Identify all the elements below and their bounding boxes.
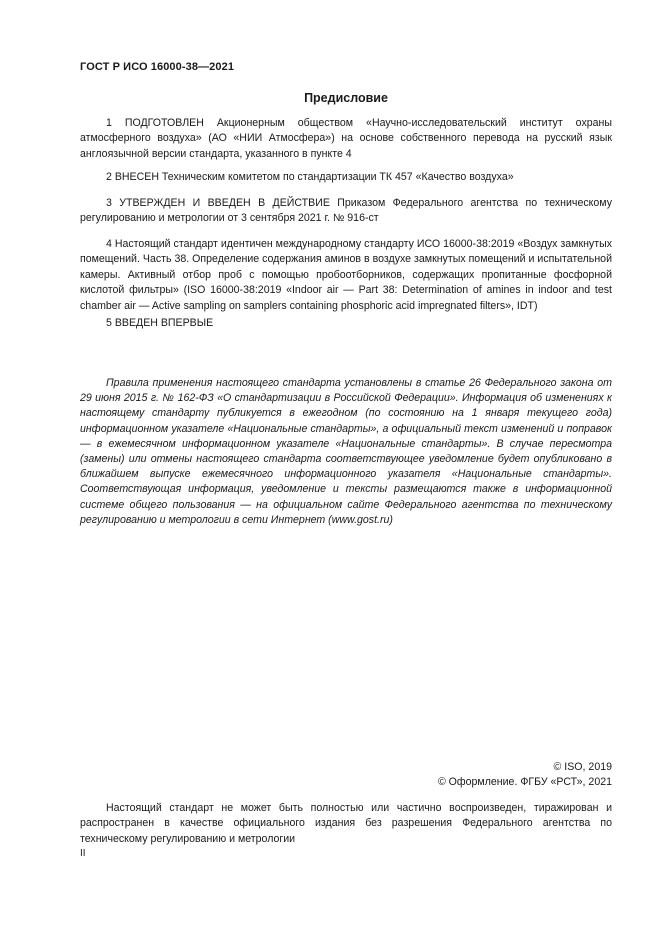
standard-application-notice: Правила применения настоящего стандарта установлены в статье 26 Федерального закона от 29 июня 2015 г. № 162-ФЗ «О стандартизации в Российской Федерации». Информация об изменениях к настоящему стандарту публикуется в ежегодном (по состоянию на 1 января текущего года) информационном указателе «Национальные стандарты», а официальный текст изменений и поправок — в ежемесячном информационном указателе «Национальные стандарты». В случае пересмотра (замены) или отмены настоящего стандарта соответствующее уведомление будет опубликовано в ближайшем выпуске ежемесячного информационного указателя «Национальные стандарты». Соответствующая информация, уведомление и тексты размещаются также в информационной системе общего пользования — на официальном сайте Федерального агентства по техническому регулированию и метрологии в сети Интернет (www.gost.ru): [80, 377, 612, 526]
preface-item-2: 2 ВНЕСЕН Техническим комитетом по стандартизации ТК 457 «Качество воздуха»: [106, 171, 514, 183]
reproduction-notice: Настоящий стандарт не может быть полностью или частично воспроизведен, тиражирован и распространен в качестве официального издания без разрешения Федерального агентства по техническому регулированию и метрологии: [80, 802, 612, 845]
preface-item-1: 1 ПОДГОТОВЛЕН Акционерным обществом «Научно-исследовательский институт охраны атмосферного воздуха» (АО «НИИ Атмосфера») на основе собственного перевода на русский язык англоязычной версии стандарта, указанного в пункте 4: [80, 117, 612, 160]
preface-item-5: 5 ВВЕДЕН ВПЕРВЫЕ: [106, 317, 214, 329]
preface-title: Предисловие: [304, 91, 388, 105]
copyright-design: © Оформление. ФГБУ «РСТ», 2021: [437, 776, 612, 788]
copyright-iso: © ISO, 2019: [553, 761, 612, 773]
document-code-header: ГОСТ Р ИСО 16000-38—2021: [80, 61, 235, 73]
preface-item-4: 4 Настоящий стандарт идентичен международному стандарту ИСО 16000-38:2019 «Воздух замкнутых помещений. Часть 38. Определение содержания аминов в воздухе замкнутых помещений и испытательной камеры. Активный отбор проб с помощью пробоотборников, содержащих пропитанные фосфорной кислотой фильтры» (ISO 16000-38:2019 «Indoor air — Part 38: Determination of amines in indoor and test chamber air — Active sampling on samplers containing phosphoric acid impregnated filters», IDT): [80, 238, 612, 312]
page-number: II: [80, 848, 86, 859]
preface-item-3: 3 УТВЕРЖДЕН И ВВЕДЕН В ДЕЙСТВИЕ Приказом Федерального агентства по техническому регулированию и метрологии от 3 сентября 2021 г. № 916-ст: [80, 197, 612, 225]
